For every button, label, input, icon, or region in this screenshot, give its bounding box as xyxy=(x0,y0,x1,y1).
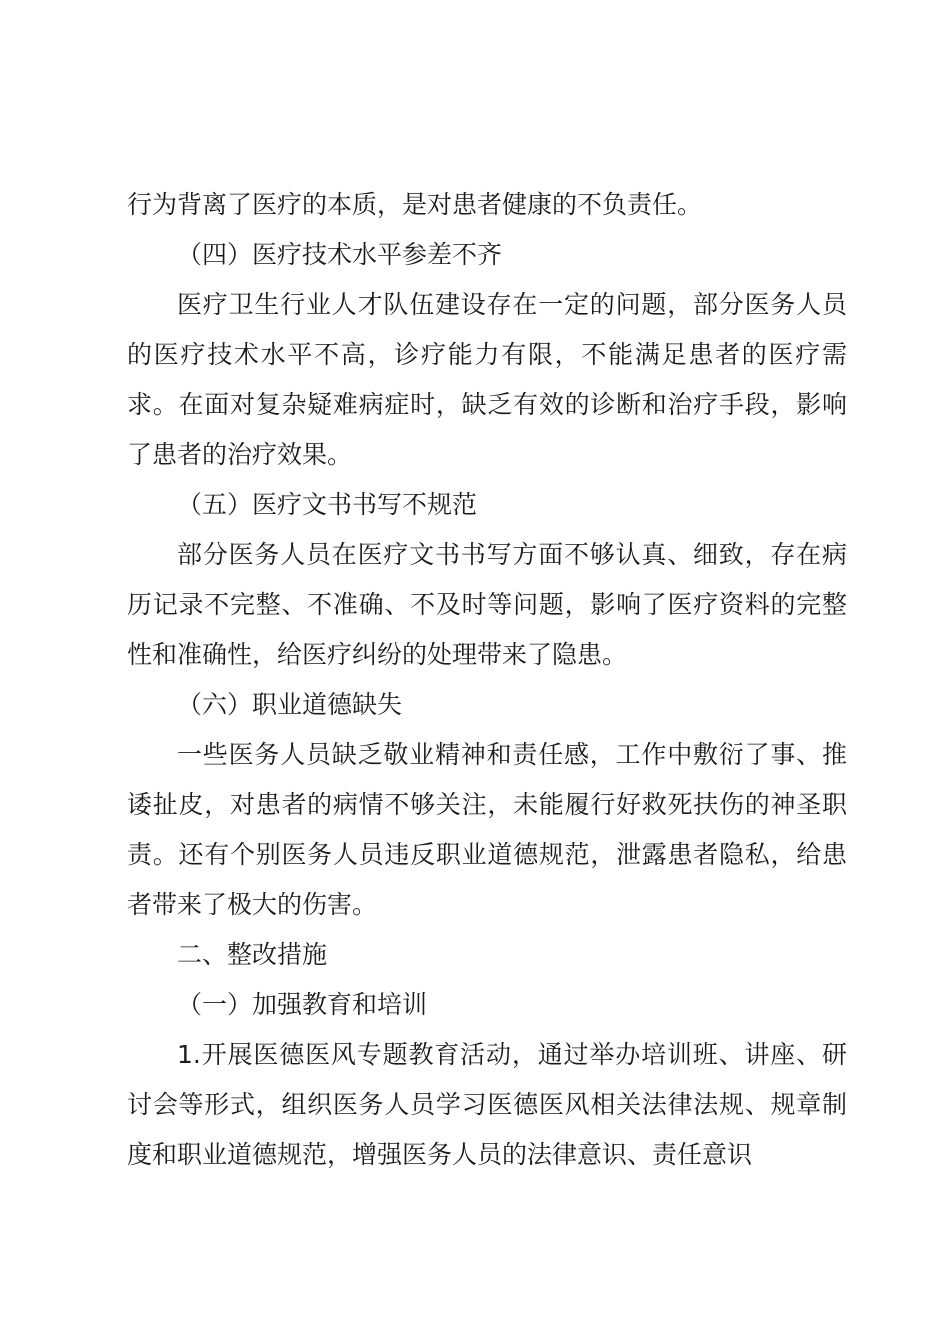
section-heading: （六）职业道德缺失 xyxy=(177,690,403,719)
body-paragraph: 部分医务人员在医疗文书书写方面不够认真、细致，存在病历记录不完整、不准确、不及时等问题，影响了医疗资料的完整性和准确性，给医疗纠纷的处理带来了隐患。 xyxy=(127,540,847,669)
section-heading: （一）加强教育和培训 xyxy=(177,990,428,1019)
document-body xyxy=(127,180,847,1180)
body-paragraph: 医疗卫生行业人才队伍建设存在一定的问题，部分医务人员的医疗技术水平不高，诊疗能力有限，不能满足患者的医疗需求。在面对复杂疑难病症时，缺乏有效的诊断和治疗手段，影响了患者的治疗效果。 xyxy=(127,290,847,469)
chapter-heading: 二、整改措施 xyxy=(177,940,328,969)
body-paragraph: 行为背离了医疗的本质，是对患者健康的不负责任。 xyxy=(127,190,703,219)
section-heading: （四）医疗技术水平参差不齐 xyxy=(177,240,503,269)
body-paragraph: 1.开展医德医风专题教育活动，通过举办培训班、讲座、研讨会等形式，组织医务人员学习医德医风相关法律法规、规章制度和职业道德规范，增强医务人员的法律意识、责任意识 xyxy=(127,1040,847,1169)
body-paragraph: 一些医务人员缺乏敬业精神和责任感，工作中敷衍了事、推诿扯皮，对患者的病情不够关注，未能履行好救死扶伤的神圣职责。还有个别医务人员违反职业道德规范，泄露患者隐私，给患者带来了极大的伤害。 xyxy=(127,740,847,919)
section-heading: （五）医疗文书书写不规范 xyxy=(177,490,478,519)
